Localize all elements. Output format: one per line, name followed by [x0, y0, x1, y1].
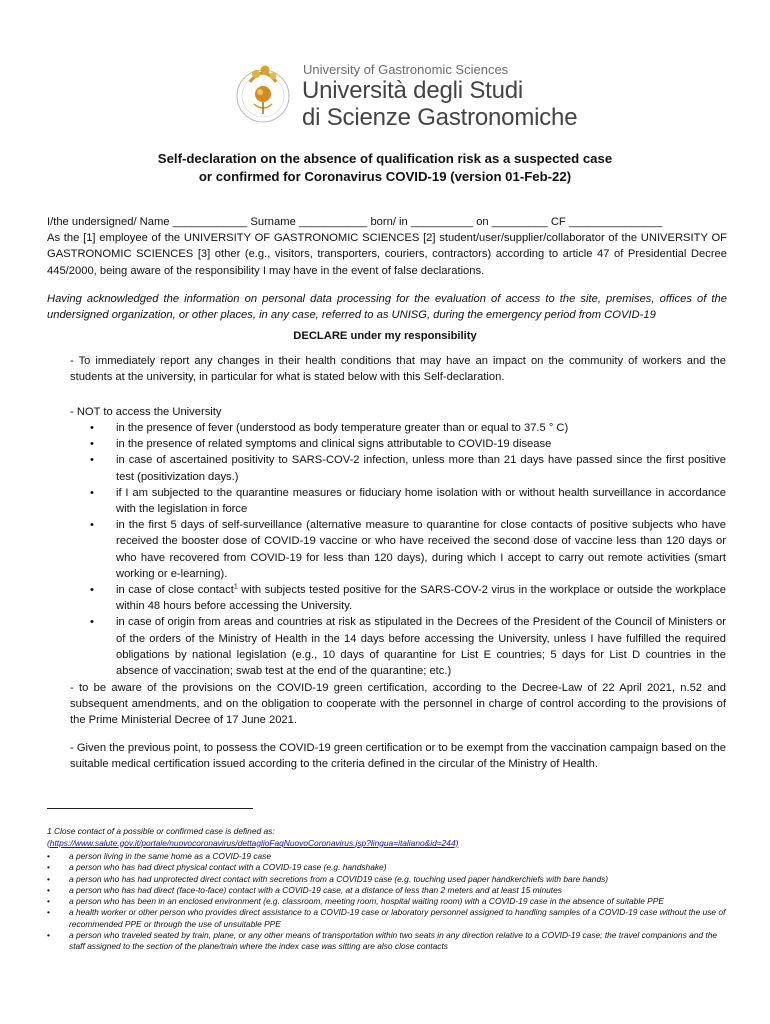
- bullet-icon: •: [90, 486, 94, 499]
- university-header: [230, 52, 578, 132]
- bullet-icon: •: [47, 884, 50, 895]
- bullet-icon: •: [90, 519, 94, 532]
- declare-heading: DECLARE under my responsibility: [293, 330, 477, 342]
- list-item: • a person who traveled seated by train, plane, or any other means of transportation within two seats in any direction relative to a COVID-19 case; the travel companions and the staff assigned to the section of the plane/train where the index case was sitting are also close contacts: [47, 930, 718, 952]
- footnote-intro: 1 Close contact of a possible or confirmed case is defined as: (https://www.salute.gov.it/portale/nuovocoronavirus/dettaglioFaqNuovoCoronavirus.jsp?lingua=italiano&id=244): [47, 826, 737, 849]
- possess-certification-clause: - Given the previous point, to possess the COVID-19 green certification or to be exempt from the vaccination campaign based on the suitable medical certification issued according to the criteria defined in the circular of the Ministry of Health.: [70, 742, 726, 771]
- identity-block: [47, 214, 727, 279]
- university-name-italian-line1: Università degli Studi: [302, 77, 524, 104]
- green-certification-clause: - to be aware of the provisions on the COVID-19 green certification, according to the Decree-Law of 22 April 2021, n.52 and subsequent amendments, and on the obligation to cooperate with the personnel in charge of control according to the provisions of the Prime Ministerial Decree of 17 June 2021.: [70, 682, 726, 727]
- footnote-ref: 1: [233, 583, 238, 591]
- list-item: • a person living in the same home as a COVID-19 case: [47, 851, 272, 861]
- bullet-icon: •: [90, 584, 94, 597]
- list-item: • a person who has had direct (face-to-face) contact with a COVID-19 case, at a distance of less than 2 meters and at least 15 minutes: [47, 884, 562, 895]
- university-name-italian-line2: di Scienze Gastronomiche: [302, 104, 578, 131]
- identity-fields-line: I/the undersigned/ Name ____________ Surname ___________ born/ in __________ on _________ CF _______________: [47, 216, 663, 228]
- university-name-english: University of Gastronomic Sciences: [303, 62, 509, 77]
- bullet-icon: •: [90, 422, 94, 434]
- footnote-link[interactable]: (https://www.salute.gov.it/portale/nuovocoronavirus/dettaglioFaqNuovoCoronavirus.jsp?lingua=italiano&id=244): [47, 837, 459, 848]
- list-item: • a person who has had direct physical contact with a COVID-19 case (e.g. handshake): [47, 862, 387, 873]
- document-title-line2: or confirmed for Coronavirus COVID-19 (version 01-Feb-22): [198, 169, 572, 184]
- list-item: • a person who has had unprotected direct contact with secretions from a COVID19 case (e.g. touching used paper handkerchiefs with bare hands): [47, 873, 609, 884]
- bullet-icon: •: [47, 896, 50, 907]
- list-item: • in the first 5 days of self-surveillance (alternative measure to quarantine for close contacts of positive subjects who have received the booster dose of COVID-19 vaccine or who have received the second dose of vaccine less than 120 days or who have recovered from COVID-19 for less than 120 days), during which I accept to carry out remote activities (smart working or e-learning).: [90, 519, 726, 580]
- not-access-list: [70, 420, 726, 679]
- footnote-list: [47, 851, 727, 953]
- list-item: • if I am subjected to the quarantine measures or fiduciary home isolation with or without health surveillance in accordance with the legislation in force: [90, 486, 726, 516]
- bullet-icon: •: [90, 616, 94, 629]
- list-item: • in case of ascertained positivity to SARS-COV-2 infection, unless more than 21 days have passed since the first positive test (positivization days.): [90, 454, 726, 483]
- bullet-icon: •: [47, 907, 50, 918]
- bullet-icon: •: [90, 438, 94, 451]
- list-item: • in the presence of related symptoms and clinical signs attributable to COVID-19 disease: [70, 436, 726, 452]
- list-item: • a health worker or other person who provides direct assistance to a COVID-19 case or laboratory personnel assigned to handling samples of a COVID-19 case without the use of recommended PPE or through the use of unsuitable PPE: [47, 907, 726, 929]
- acknowledgement-text: Having acknowledged the information on personal data processing for the evaluation of access to the site, premises, offices of the undersigned organization, or other places, in any case, referred to as UNISG, during the emergency period from COVID-19: [47, 293, 727, 322]
- university-seal-logo: [230, 52, 302, 132]
- document-title-line1: Self-declaration on the absence of qualification risk as a suspected case: [157, 151, 613, 166]
- report-changes-clause: - To immediately report any changes in their health conditions that may have an impact on the community of workers and the students at the university, in particular for what is stated below with this Self-declaration.: [70, 355, 726, 384]
- footnote-divider: [47, 808, 253, 809]
- list-item: • in case of close contact$^1$ with subjects tested positive for the SARS-COV-2 virus in the workplace or outside the workplace within 48 hours before accessing the University.: [90, 583, 726, 613]
- bullet-icon: •: [47, 851, 50, 861]
- identity-declaration-text: As the [1] employee of the UNIVERSITY OF GASTRONOMIC SCIENCES [2] student/user/supplier/collaborator of the UNIVERSITY OF GASTRONOMIC SCIENCES [3] other (e.g., visitors, transporters, couriers, contractors) according to article 47 of Presidential Decree 445/2000, being aware of the responsibility I may have in the event of false declarations.: [47, 232, 727, 277]
- bullet-icon: •: [47, 862, 50, 873]
- list-item: • in the presence of fever (understood as body temperature greater than or equal to 37.5 ° C): [70, 420, 726, 436]
- list-item: • a person who has been in an enclosed environment (e.g. classroom, meeting room, hospital waiting room) with a COVID-19 case in the absence of suitable PPE: [47, 896, 664, 907]
- bullet-icon: •: [47, 930, 50, 941]
- not-access-heading: - NOT to access the University: [70, 406, 222, 418]
- bullet-icon: •: [47, 873, 50, 884]
- bullet-icon: •: [90, 454, 94, 467]
- list-item: • in case of origin from areas and countries at risk as stipulated in the Decrees of the President of the Council of Ministers or of the orders of the Ministry of Health in the 14 days before accessing the University, unless I have fulfilled the required obligations by national legislation (e.g., 10 days of quarantine for List E countries; 5 days for List D countries in the absence of vaccination; swab test at the end of the quarantine; etc.): [90, 616, 726, 678]
